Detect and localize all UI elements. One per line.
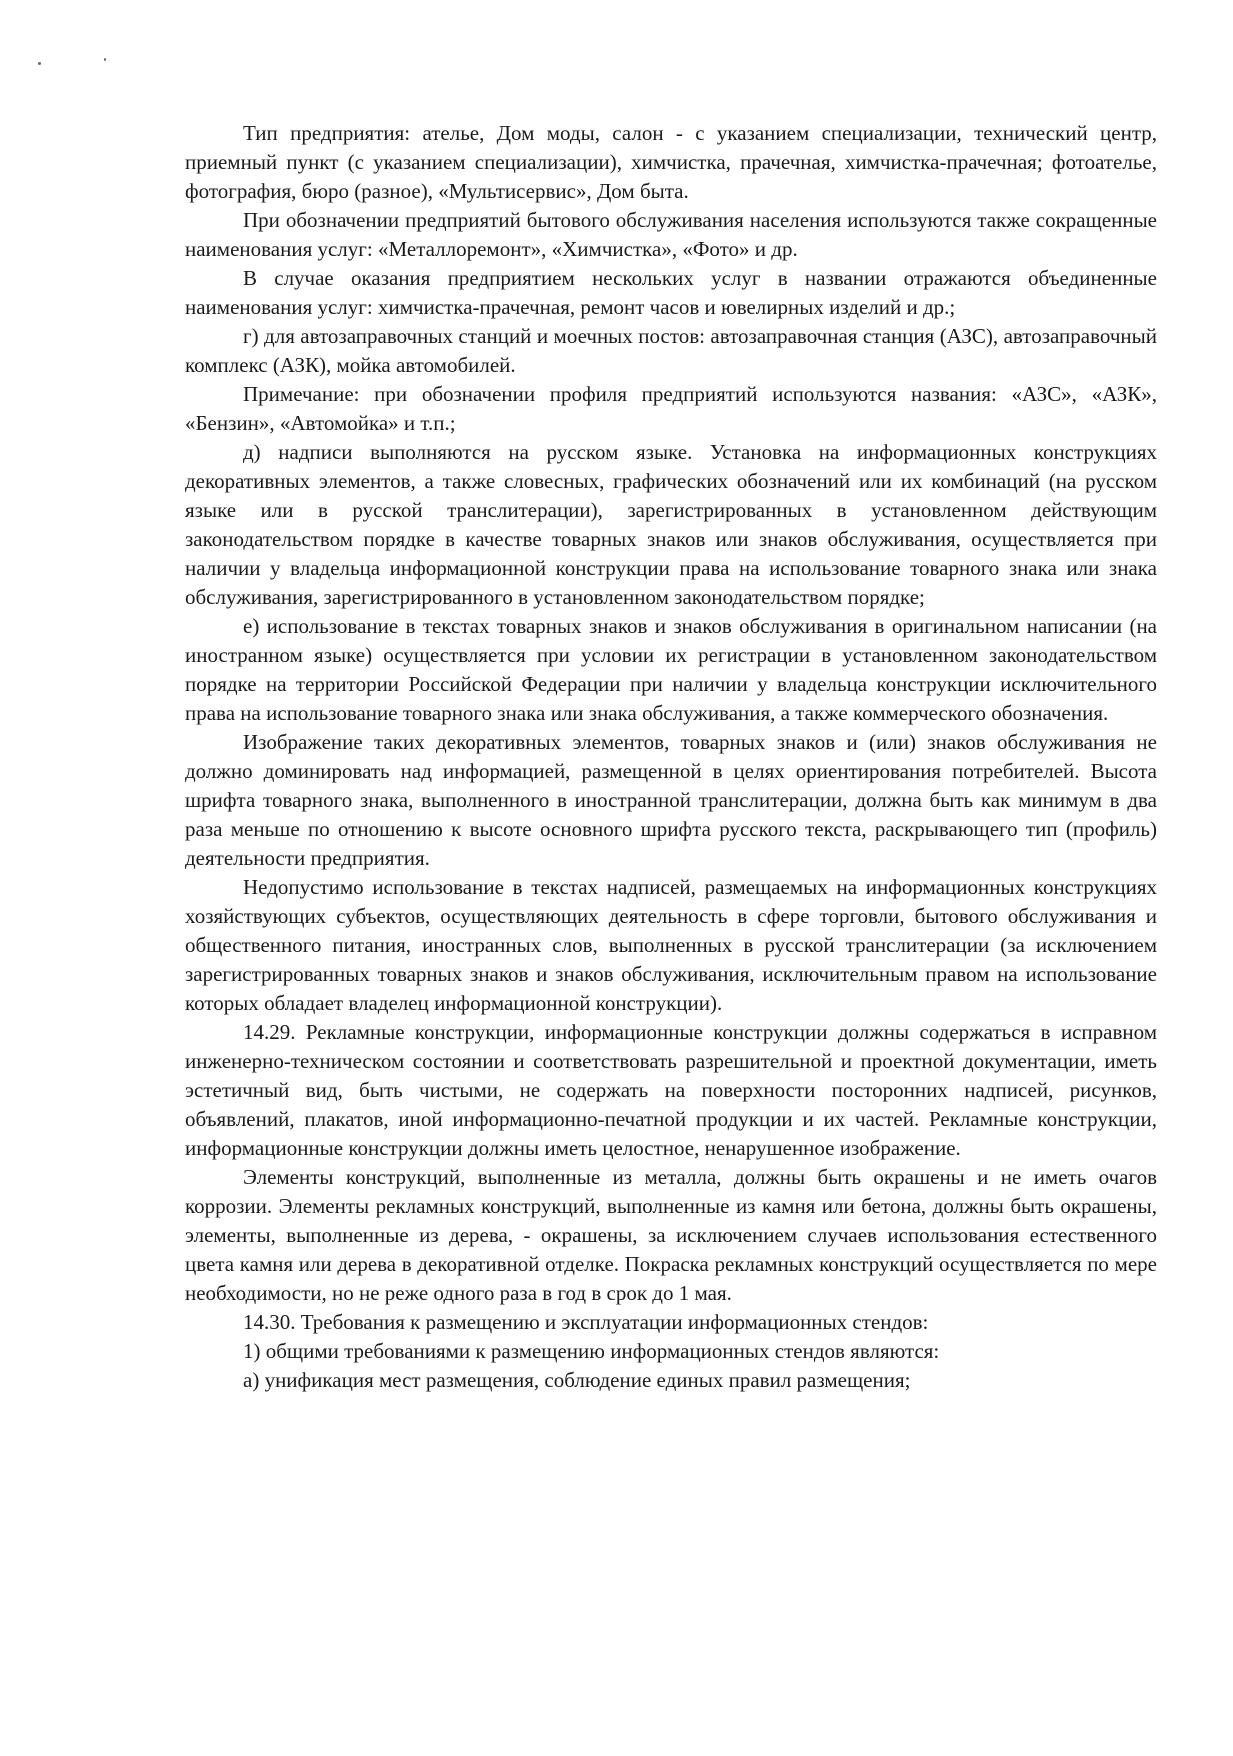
paragraph-decorative-elements: Изображение таких декоративных элементов, товарных знаков и (или) знаков обслуживания не должно доминировать над информацией, размещенной в целях ориентирования потребителей. Высота шрифта товарного знака, выполненного в иностранной транслитерации, должна быть как минимум в два раза меньше по отношению к высоте основного шрифта русского текста, раскрывающего тип (профиль) деятельности предприятия. — [185, 730, 1157, 870]
paragraph-construction-elements: Элементы конструкций, выполненные из металла, должны быть окрашены и не иметь очагов коррозии. Элементы рекламных конструкций, выполненные из камня или бетона, должны быть окрашены, элементы, выполненные из дерева, - окрашены, за исключением случаев использования естественного цвета камня или дерева в декоративной отделке. Покраска рекламных конструкций осуществляется по мере необходимости, но не реже одного раза в год в срок до 1 мая. — [185, 1165, 1157, 1305]
paragraph-item-d: д) надписи выполняются на русском языке. Установка на информационных конструкциях декоративных элементов, а также словесных, графических обозначений или их комбинаций (на русском языке или в русской транслитерации), зарегистрированных в установленном действующим законодательством порядке в качестве товарных знаков или знаков обслуживания, осуществляется при наличии у владельца информационной конструкции права на использование товарного знака или знака обслуживания, зарегистрированного в установленном законодательством порядке; — [185, 440, 1157, 609]
paragraph-abbreviated-names: При обозначении предприятий бытового обслуживания населения используются также сокращенные наименования услуг: «Металлоремонт», «Химчистка», «Фото» и др. — [185, 208, 1157, 261]
paragraph-foreign-words: Недопустимо использование в текстах надписей, размещаемых на информационных конструкциях хозяйствующих субъектов, осуществляющих деятельность в сфере торговли, бытового обслуживания и общественного питания, иностранных слов, выполненных в русской транслитерации (за исключением зарегистрированных товарных знаков и знаков обслуживания, исключительным правом на использование которых обладает владелец информационной конструкции). — [185, 875, 1157, 1015]
paragraph-14-30: 14.30. Требования к размещению и эксплуатации информационных стендов: — [243, 1310, 929, 1334]
paragraph-enterprise-type: Тип предприятия: ателье, Дом моды, салон - с указанием специализации, технический центр, приемный пункт (с указанием специализации), химчистка, прачечная, химчистка-прачечная; фотоателье, фотография, бюро (разное), «Мультисервис», Дом быта. — [185, 121, 1157, 203]
paragraph-14-29: 14.29. Рекламные конструкции, информационные конструкции должны содержаться в исправном инженерно-техническом состоянии и соответствовать разрешительной и проектной документации, иметь эстетичный вид, быть чистыми, не содержать на поверхности посторонних надписей, рисунков, объявлений, плакатов, иной информационно-печатной продукции и их частей. Рекламные конструкции, информационные конструкции должны иметь целостное, ненарушенное изображение. — [185, 1020, 1157, 1160]
paragraph-general-requirements: 1) общими требованиями к размещению информационных стендов являются: — [243, 1339, 940, 1363]
document-body — [185, 119, 1157, 1395]
scan-speck — [38, 62, 41, 65]
paragraph-combined-services: В случае оказания предприятием нескольких услуг в названии отражаются объединенные наименования услуг: химчистка-прачечная, ремонт часов и ювелирных изделий и др.; — [185, 266, 1157, 319]
scan-speck — [104, 58, 106, 61]
paragraph-note: Примечание: при обозначении профиля предприятий используются названия: «АЗС», «АЗК», «Бензин», «Автомойка» и т.п.; — [185, 382, 1157, 435]
paragraph-item-g: г) для автозаправочных станций и моечных постов: автозаправочная станция (АЗС), автозаправочный комплекс (АЗК), мойка автомобилей. — [185, 324, 1157, 377]
paragraph-item-e: е) использование в текстах товарных знаков и знаков обслуживания в оригинальном написании (на иностранном языке) осуществляется при условии их регистрации в установленном законодательством порядке на территории Российской Федерации при наличии у владельца конструкции исключительного права на использование товарного знака или знака обслуживания, а также коммерческого обозначения. — [185, 614, 1157, 725]
paragraph-item-a: а) унификация мест размещения, соблюдение единых правил размещения; — [243, 1368, 911, 1392]
